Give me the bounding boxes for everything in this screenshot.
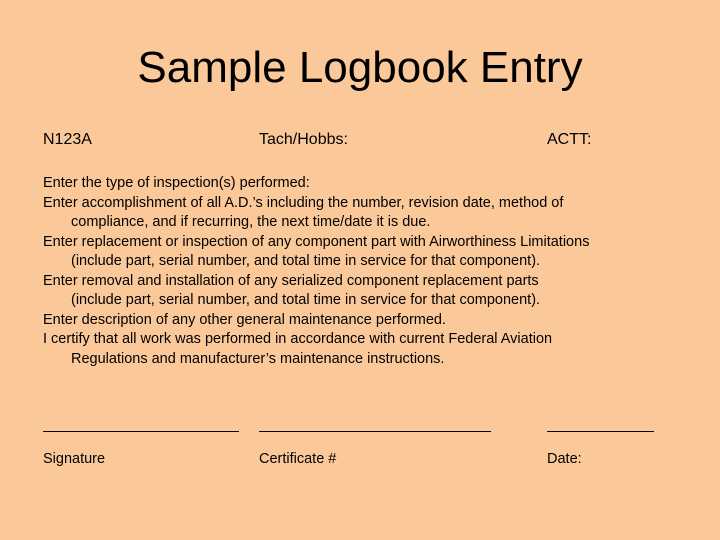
aircraft-registration: N123A (43, 131, 92, 148)
instruction-inspection-type: Enter the type of inspection(s) performed: (43, 175, 310, 191)
date-line[interactable] (547, 431, 654, 432)
date-label: Date: (547, 451, 582, 467)
certification-statement: I certify that all work was performed in accordance with current Federal Aviation Regulations and manufacturer’s maintenance instructions. (43, 331, 553, 367)
tach-hobbs-label: Tach/Hobbs: (259, 131, 348, 148)
instruction-serialized-parts: Enter removal and installation of any serialized component replacement parts (include part, serial number, and total time in service for that component). (43, 272, 541, 308)
certificate-line[interactable] (259, 431, 491, 432)
signature-line[interactable] (43, 431, 239, 432)
instruction-ad-compliance: Enter accomplishment of all A.D.’s including the number, revision date, method of compliance, and if recurring, the next time/date it is due. (43, 194, 564, 230)
instruction-airworthiness-limitations: Enter replacement or inspection of any component part with Airworthiness Limitations (include part, serial number, and total time in service for that component). (43, 233, 590, 269)
signature-label: Signature (43, 451, 106, 467)
page-title: Sample Logbook Entry (137, 43, 583, 92)
instructions-block (43, 174, 683, 369)
certificate-label: Certificate # (259, 451, 337, 467)
instruction-general-maintenance: Enter description of any other general maintenance performed. (43, 311, 447, 328)
actt-label: ACTT: (547, 131, 592, 148)
